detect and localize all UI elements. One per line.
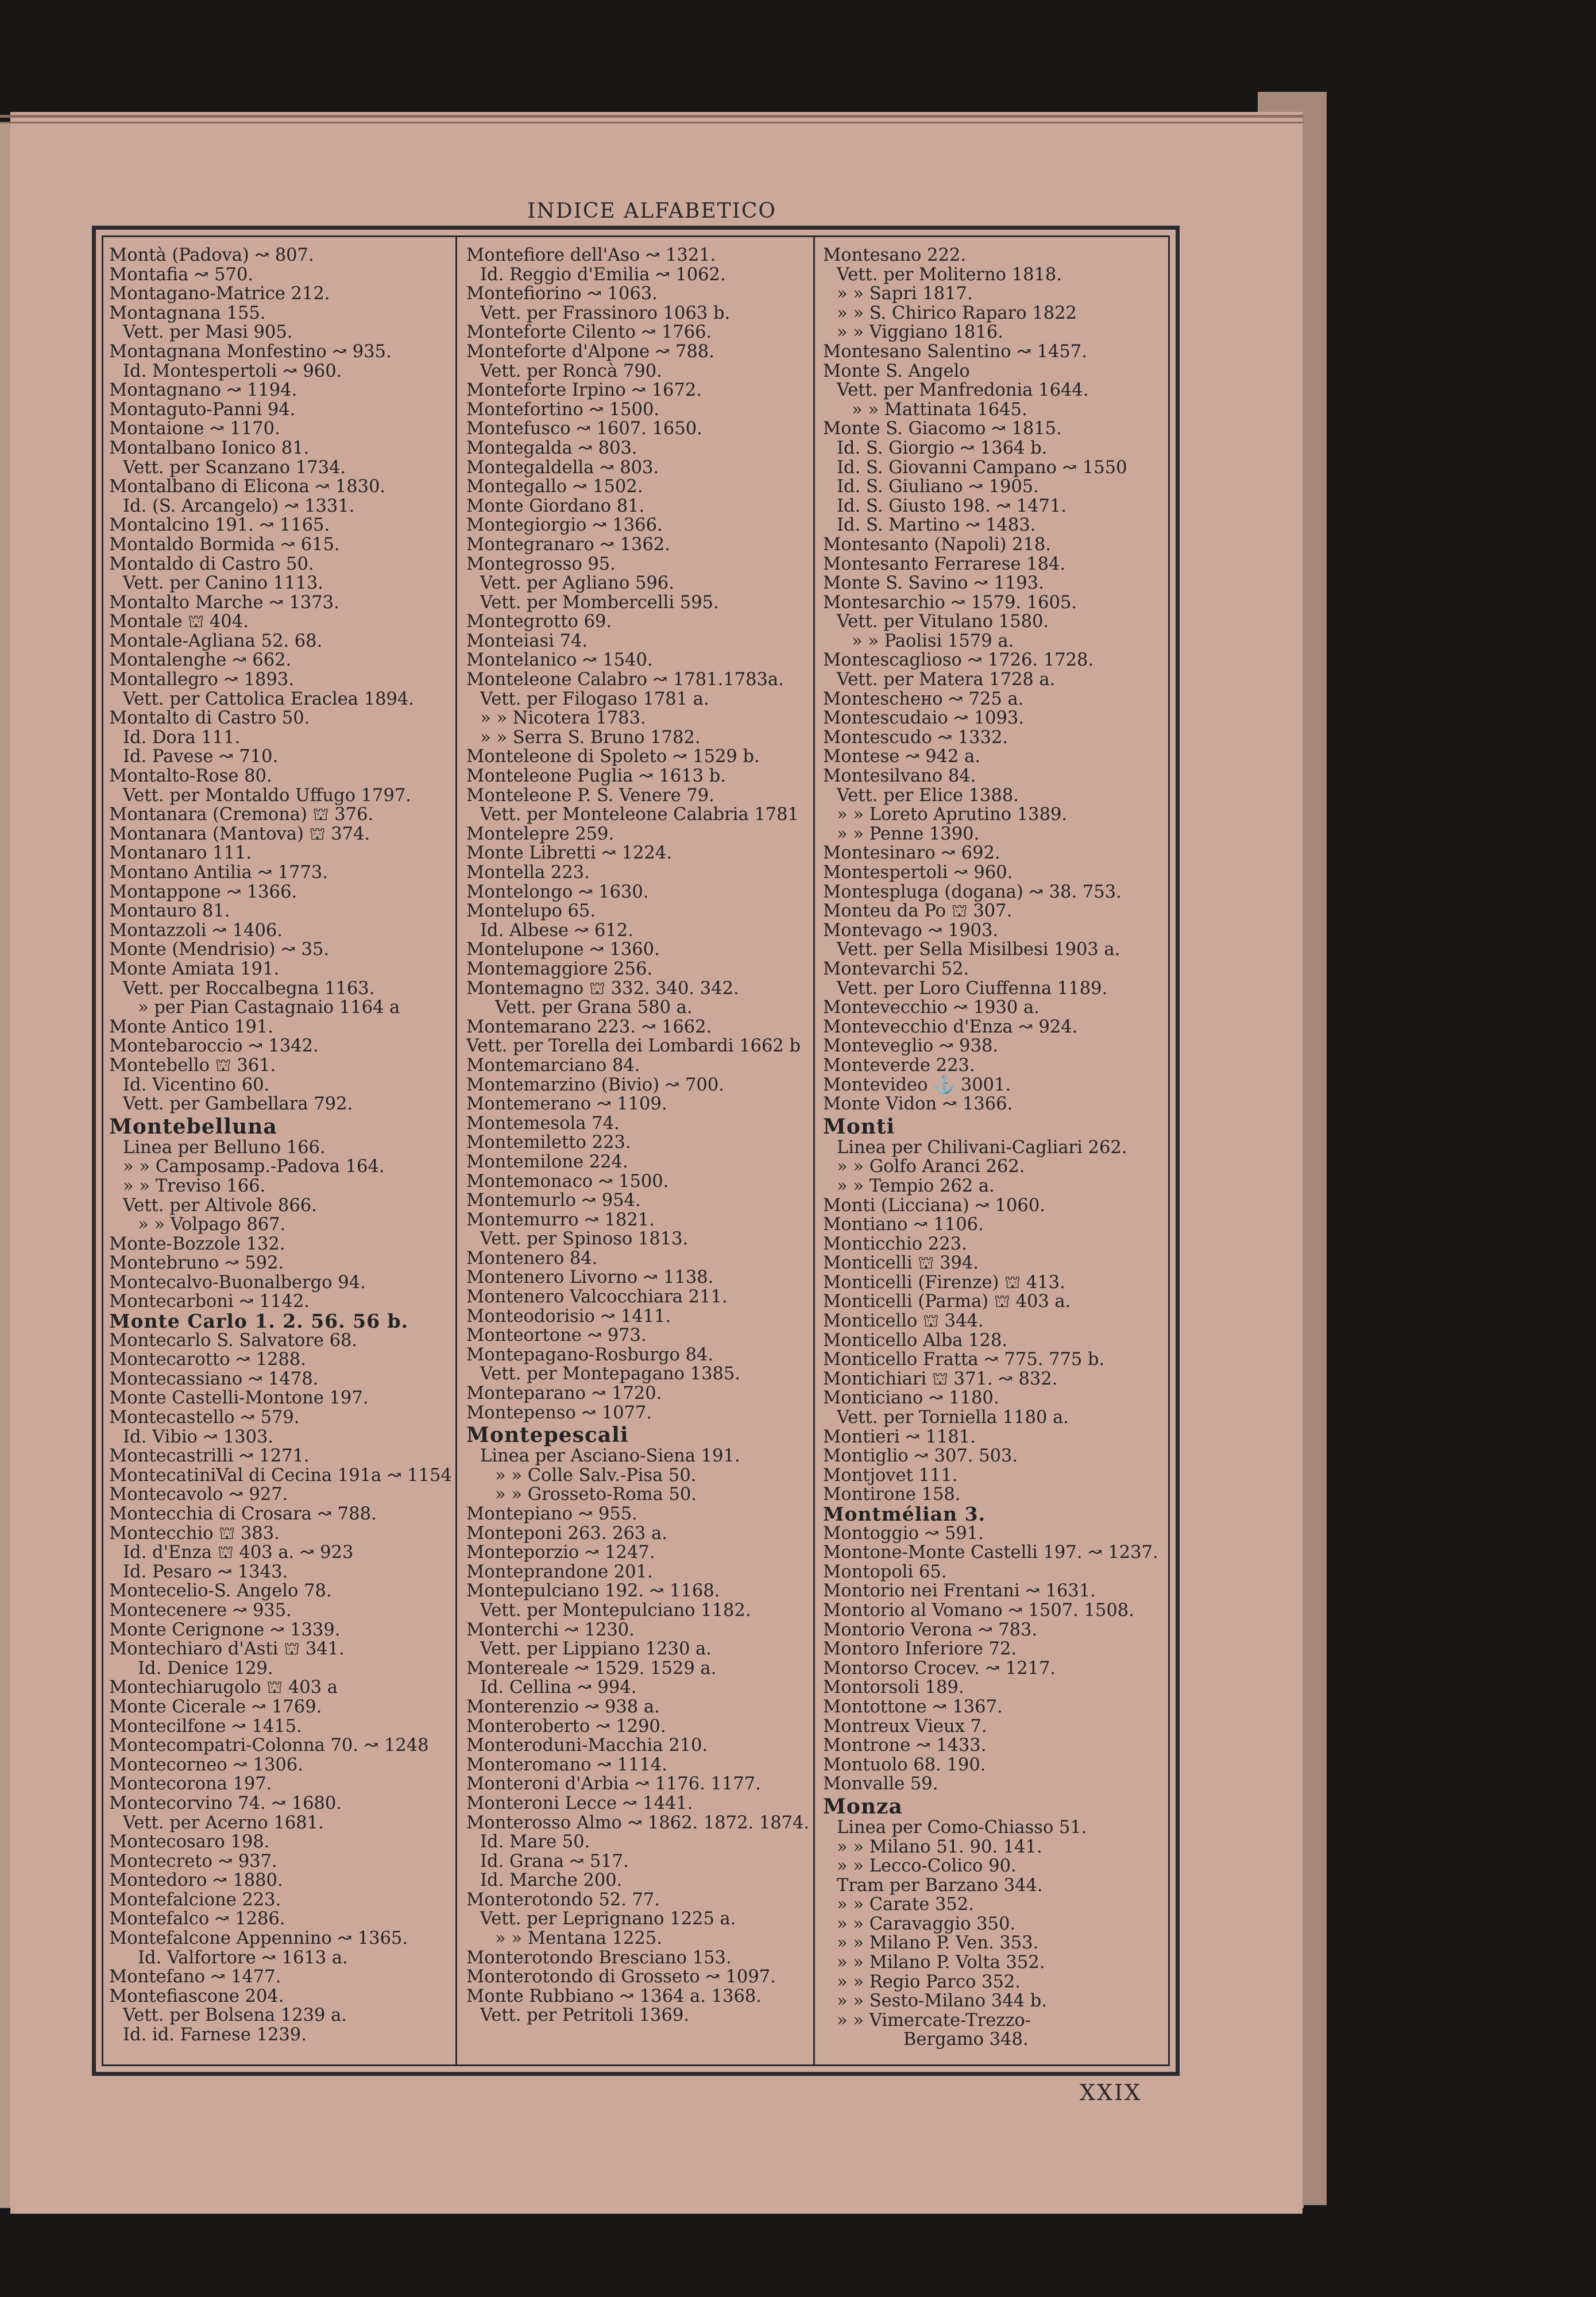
- index-entry: » » Treviso 166.: [123, 1175, 266, 1196]
- index-entry: Montemarano 223. ↝ 1662.: [466, 1016, 712, 1037]
- index-entry: Vett. per Canino 1113.: [123, 573, 323, 594]
- index-entry: Montemurlo ↝ 954.: [466, 1190, 641, 1211]
- index-entry: Montenero Valcocchiara 211.: [466, 1287, 728, 1308]
- index-entry: Id. Pesaro ↝ 1343.: [123, 1561, 288, 1582]
- index-entry: Montafia ↝ 570.: [109, 264, 254, 285]
- index-entry: Vett. per Scanzano 1734.: [123, 457, 346, 478]
- index-entry: » » Milano 51. 90. 141.: [837, 1836, 1042, 1857]
- index-entry: Linea per Asciano-Siena 191.: [480, 1446, 740, 1467]
- index-entry: Monte Castelli-Montone 197.: [109, 1388, 369, 1409]
- index-entry: Monteodorisio ↝ 1411.: [466, 1306, 671, 1327]
- index-entry: Monte Rubbiano ↝ 1364 a. 1368.: [466, 1986, 762, 2006]
- index-entry: » » Carate 352.: [837, 1894, 974, 1915]
- index-entry: Id. Cellina ↝ 994.: [480, 1677, 637, 1698]
- index-entry: Montepiano ↝ 955.: [466, 1504, 637, 1524]
- page-header: INDICE ALFABETICO: [527, 199, 776, 223]
- index-entry: Montaguto-Panni 94.: [109, 399, 296, 420]
- index-entry: Montecavolo ↝ 927.: [109, 1484, 288, 1505]
- index-entry: Monti (Licciana) ↝ 1060.: [823, 1195, 1045, 1216]
- index-entry: Montanaro 111.: [109, 843, 252, 864]
- index-heading: Montepescali: [466, 1423, 629, 1448]
- index-entry: Montazzoli ↝ 1406.: [109, 920, 283, 941]
- index-entry: Id. Marche 200.: [480, 1870, 623, 1891]
- index-entry: Monteortone ↝ 973.: [466, 1325, 647, 1346]
- index-entry: Id. S. Giorgio ↝ 1364 b.: [837, 438, 1048, 458]
- index-entry: Montenero Livorno ↝ 1138.: [466, 1267, 714, 1288]
- index-entry: Montegrosso 95.: [466, 554, 616, 574]
- index-entry: Montecalvo-Buonalbergo 94.: [109, 1272, 366, 1293]
- index-entry: Montecchio ⛫ 383.: [109, 1523, 280, 1544]
- index-entry: » » Nicotera 1783.: [480, 708, 646, 729]
- index-entry: Monteporzio ↝ 1247.: [466, 1542, 655, 1563]
- index-entry: Montevecchio d'Enza ↝ 924.: [823, 1016, 1078, 1037]
- index-entry: Monticello Fratta ↝ 775. 775 b.: [823, 1349, 1105, 1370]
- index-entry: Montevarchi 52.: [823, 958, 969, 979]
- index-entry: Monticelli (Parma) ⛫ 403 a.: [823, 1291, 1071, 1312]
- index-entry: Monteleone P. S. Venere 79.: [466, 785, 714, 806]
- index-entry: Montefiascone 204.: [109, 1986, 284, 2006]
- index-entry: Montespluga (dogana) ↝ 38. 753.: [823, 881, 1122, 902]
- index-entry: Montegrotto 69.: [466, 612, 612, 632]
- index-entry: Id. Dora 111.: [123, 727, 241, 748]
- index-entry: Id. Valfortore ↝ 1613 a.: [138, 1947, 348, 1968]
- index-entry: Montaldo di Castro 50.: [109, 554, 314, 574]
- page-number: XXIX: [1080, 2080, 1142, 2105]
- index-entry: Monteroni d'Arbia ↝ 1176. 1177.: [466, 1774, 761, 1795]
- index-entry: Montemonaco ↝ 1500.: [466, 1171, 669, 1192]
- index-entry: Id. d'Enza ⛫ 403 a. ↝ 923: [123, 1542, 354, 1563]
- index-entry: Montottone ↝ 1367.: [823, 1696, 1003, 1717]
- index-entry: » » Penne 1390.: [837, 823, 980, 844]
- index-entry: » » Serra S. Bruno 1782.: [480, 727, 701, 748]
- index-entry: Monte Antico 191.: [109, 1016, 273, 1037]
- index-entry: Montefiorino ↝ 1063.: [466, 284, 658, 304]
- index-entry: Montagnano ↝ 1194.: [109, 380, 297, 401]
- index-entry: Monteverde 223.: [823, 1055, 975, 1076]
- index-entry: » » Tempio 262 a.: [837, 1175, 995, 1196]
- index-entry: Monteprandone 201.: [466, 1561, 653, 1582]
- index-entry: Montenero 84.: [466, 1248, 598, 1269]
- index-entry: Monteu da Po ⛫ 307.: [823, 901, 1013, 922]
- index-entry: Id. S. Giovanni Campano ↝ 1550: [837, 457, 1127, 478]
- index-entry: Montepulciano 192. ↝ 1168.: [466, 1581, 720, 1602]
- index-entry: Monteromano ↝ 1114.: [466, 1754, 667, 1775]
- index-entry: Montelepre 259.: [466, 823, 615, 844]
- index-entry: » » Mattinata 1645.: [852, 399, 1027, 420]
- index-entry: Id. Grana ↝ 517.: [480, 1851, 629, 1871]
- index-entry: Montalto Marche ↝ 1373.: [109, 592, 339, 613]
- index-entry: Monteiasi 74.: [466, 631, 588, 651]
- index-heading: Montebelluna: [109, 1114, 277, 1139]
- index-entry: » » Lecco-Colico 90.: [837, 1856, 1017, 1877]
- index-entry: Monte S. Giacomo ↝ 1815.: [823, 419, 1062, 439]
- column-divider: [813, 237, 815, 2064]
- index-entry: Monteforte Irpino ↝ 1672.: [466, 380, 702, 401]
- index-entry: Montesilvano 84.: [823, 766, 976, 787]
- index-entry: Vett. per Leprignano 1225 a.: [480, 1909, 736, 1929]
- index-entry: Montedoro ↝ 1880.: [109, 1870, 283, 1891]
- index-entry: Id. (S. Arcangelo) ↝ 1331.: [123, 496, 355, 516]
- index-entry: Vett. per Montaldo Uffugo 1797.: [123, 785, 411, 806]
- index-entry: Id. S. Giuliano ↝ 1905.: [837, 477, 1039, 497]
- index-entry: Montesano Salentino ↝ 1457.: [823, 341, 1087, 362]
- index-entry: Monte Giordano 81.: [466, 496, 645, 516]
- index-entry: Id. Denice 129.: [138, 1658, 273, 1679]
- index-entry: Vett. per Elice 1388.: [837, 785, 1019, 806]
- index-entry: Montefalcone Appennino ↝ 1365.: [109, 1928, 408, 1949]
- index-entry: Monticelli ⛫ 394.: [823, 1253, 979, 1274]
- index-entry: Id. Pavese ↝ 710.: [123, 747, 279, 767]
- index-entry: Vett. per Sella Misilbesi 1903 a.: [837, 939, 1120, 960]
- index-entry: Montefusco ↝ 1607. 1650.: [466, 419, 702, 439]
- index-entry: Vett. per Monteleone Calabria 1781: [480, 805, 799, 825]
- index-entry: Montagano-Matrice 212.: [109, 284, 330, 304]
- index-entry: Montoro Inferiore 72.: [823, 1639, 1017, 1660]
- index-entry: Montecreto ↝ 937.: [109, 1851, 277, 1871]
- index-entry: Id. Vicentino 60.: [123, 1074, 270, 1095]
- index-entry: Monterosso Almo ↝ 1862. 1872. 1874.: [466, 1812, 810, 1833]
- index-entry: Montesano 222.: [823, 245, 966, 265]
- index-entry: » » Mentana 1225.: [495, 1928, 662, 1949]
- index-entry: Monteroni Lecce ↝ 1441.: [466, 1793, 693, 1813]
- index-entry: Monte Vidon ↝ 1366.: [823, 1094, 1013, 1115]
- index-entry: Monte S. Angelo: [823, 361, 970, 381]
- index-entry: Vett. per Bolsena 1239 a.: [123, 2005, 347, 2026]
- index-entry: Montescaglioso ↝ 1726. 1728.: [823, 650, 1094, 671]
- index-entry: Montauro 81.: [109, 901, 230, 922]
- index-entry: Monteleone Calabro ↝ 1781.1783a.: [466, 670, 784, 690]
- index-entry: Montorio al Vomano ↝ 1507. 1508.: [823, 1600, 1134, 1621]
- index-entry: Monteponi 263. 263 a.: [466, 1523, 667, 1544]
- index-entry: Montecarboni ↝ 1142.: [109, 1291, 310, 1312]
- index-entry: Montagnana 155.: [109, 303, 266, 323]
- index-entry: » » Golfo Aranci 262.: [837, 1157, 1025, 1177]
- index-entry: Monteparano ↝ 1720.: [466, 1383, 662, 1404]
- index-entry: Montà (Padova) ↝ 807.: [109, 245, 314, 265]
- index-entry: Monticiano ↝ 1180.: [823, 1388, 999, 1409]
- index-entry: » » S. Chirico Raparo 1822: [837, 303, 1077, 323]
- index-entry: Montese ↝ 942 a.: [823, 747, 980, 767]
- index-entry: Monteroduni-Macchia 210.: [466, 1735, 708, 1756]
- index-entry: Montecompatri-Colonna 70. ↝ 1248: [109, 1735, 429, 1756]
- index-column-2: [466, 245, 810, 2026]
- index-entry: Montevideo ⚓ 3001.: [823, 1074, 1011, 1095]
- index-entry: Vett. per Frassinoro 1063 b.: [480, 303, 731, 323]
- index-entry: Vett. per Torniella 1180 a.: [837, 1407, 1069, 1428]
- index-entry: Vett. per Torella dei Lombardi 1662 b: [466, 1036, 801, 1057]
- index-entry: Montiano ↝ 1106.: [823, 1215, 984, 1235]
- index-entry: » » Loreto Aprutino 1389.: [837, 805, 1068, 825]
- index-entry: Montuolo 68. 190.: [823, 1754, 986, 1775]
- index-entry: Montevecchio ↝ 1930 a.: [823, 997, 1039, 1018]
- index-entry: Monterotondo Bresciano 153.: [466, 1947, 732, 1968]
- index-entry: Vett. per Lippiano 1230 a.: [480, 1639, 712, 1660]
- index-entry: Montemurro ↝ 1821.: [466, 1209, 655, 1230]
- index-entry: Montegranaro ↝ 1362.: [466, 534, 670, 555]
- index-heading: Montmélian 3.: [823, 1503, 986, 1525]
- index-entry: Montechiarugolo ⛫ 403 a: [109, 1677, 338, 1698]
- index-entry: Montanara (Cremona) ⛫ 376.: [109, 805, 374, 825]
- index-entry: Monticchio 223.: [823, 1233, 967, 1254]
- index-entry: Vett. per Roccalbegna 1163.: [123, 978, 375, 999]
- index-entry: Montelongo ↝ 1630.: [466, 881, 649, 902]
- page-edge-line: [0, 115, 1304, 118]
- index-entry: » » Viggiano 1816.: [837, 322, 1003, 343]
- index-entry: » » Sesto-Milano 344 b.: [837, 1991, 1047, 2012]
- index-entry: Vett. per Mombercelli 595.: [480, 592, 719, 613]
- index-column-1: [109, 245, 452, 2045]
- index-entry: Vett. per Manfredonia 1644.: [837, 380, 1089, 401]
- index-entry: Montesinaro ↝ 692.: [823, 843, 1000, 864]
- index-entry: Id. Mare 50.: [480, 1832, 590, 1853]
- index-entry: Montano Antilia ↝ 1773.: [109, 863, 329, 883]
- index-entry: Monte Cerignone ↝ 1339.: [109, 1619, 341, 1640]
- index-entry: Monvalle 59.: [823, 1774, 938, 1795]
- index-entry: » » Milano P. Volta 352.: [837, 1952, 1045, 1973]
- index-entry: Montemaggiore 256.: [466, 958, 653, 979]
- index-entry: Montalto di Castro 50.: [109, 708, 310, 729]
- index-entry: Montecchia di Crosara ↝ 788.: [109, 1504, 377, 1524]
- index-entry: Montespertoli ↝ 960.: [823, 863, 1013, 883]
- index-entry: Montjovet 111.: [823, 1465, 958, 1486]
- index-entry: Id. id. Farnese 1239.: [123, 2025, 307, 2045]
- index-entry: » » Caravaggio 350.: [837, 1913, 1016, 1934]
- index-entry: Monterchi ↝ 1230.: [466, 1619, 635, 1640]
- index-entry: Montefortino ↝ 1500.: [466, 399, 660, 420]
- index-entry: Vett. per Gambellara 792.: [123, 1094, 353, 1115]
- index-entry: Vett. per Masi 905.: [123, 322, 293, 343]
- index-entry: Montemilone 224.: [466, 1151, 628, 1172]
- index-entry: Monterotondo 52. 77.: [466, 1889, 660, 1910]
- index-entry: Montoggio ↝ 591.: [823, 1523, 984, 1544]
- index-entry: Vett. per Matera 1728 a.: [837, 670, 1056, 690]
- index-entry: » » Camposamp.-Padova 164.: [123, 1157, 385, 1177]
- index-entry: Vett. per Cattolica Eraclea 1894.: [123, 689, 415, 709]
- index-column-3: [823, 245, 1158, 2050]
- index-entry: » » Vimercate-Trezzo-: [837, 2010, 1031, 2031]
- index-entry: Vett. per Moliterno 1818.: [837, 264, 1062, 285]
- index-entry: Vett. per Grana 580 a.: [495, 997, 693, 1018]
- page-edge-line: [0, 122, 1304, 123]
- index-entry: Montorso Crocev. ↝ 1217.: [823, 1658, 1056, 1679]
- index-entry: Montecenere ↝ 935.: [109, 1600, 292, 1621]
- index-entry: Montegaldella ↝ 803.: [466, 457, 659, 478]
- index-entry: Tram per Barzano 344.: [837, 1875, 1043, 1896]
- index-entry: Montale ⛫ 404.: [109, 612, 249, 632]
- index-entry: Vett. per Vitulano 1580.: [837, 612, 1049, 632]
- index-entry: Montesanto Ferrarese 184.: [823, 554, 1066, 574]
- index-entry: Montereale ↝ 1529. 1529 a.: [466, 1658, 717, 1679]
- index-entry: Vett. per Filogaso 1781 a.: [480, 689, 709, 709]
- index-entry: » » Paolisi 1579 a.: [852, 631, 1014, 651]
- index-entry: Montecosaro 198.: [109, 1832, 270, 1853]
- index-entry: Montirone 158.: [823, 1484, 961, 1505]
- index-entry: Montesarchio ↝ 1579. 1605.: [823, 592, 1077, 613]
- index-entry: Monteschено ↝ 725 a.: [823, 689, 1024, 709]
- index-entry: Montreux Vieux 7.: [823, 1716, 987, 1737]
- index-entry: Monte-Bozzole 132.: [109, 1233, 285, 1254]
- index-entry: Monterenzio ↝ 938 a.: [466, 1696, 660, 1717]
- index-entry: Id. S. Giusto 198. ↝ 1471.: [837, 496, 1067, 516]
- index-entry: Montecelio-S. Angelo 78.: [109, 1581, 332, 1602]
- index-entry: Monticelli (Firenze) ⛫ 413.: [823, 1272, 1065, 1293]
- index-entry: Montecastrilli ↝ 1271.: [109, 1446, 310, 1467]
- index-entry: MontecatiniVal di Cecina 191a ↝ 1154: [109, 1465, 452, 1486]
- index-entry: Montone-Monte Castelli 197. ↝ 1237.: [823, 1542, 1158, 1563]
- index-entry: Montebello ⛫ 361.: [109, 1055, 276, 1076]
- index-entry: Vett. per Spinoso 1813.: [480, 1229, 689, 1250]
- index-entry: Monte (Mendrisio) ↝ 35.: [109, 939, 330, 960]
- index-entry: Id. S. Martino ↝ 1483.: [837, 515, 1036, 536]
- index-entry: Montecilfone ↝ 1415.: [109, 1716, 302, 1737]
- index-entry: Montecassiano ↝ 1478.: [109, 1368, 319, 1389]
- index-entry: Monticello Alba 128.: [823, 1330, 1008, 1351]
- index-entry: Monticello ⛫ 344.: [823, 1311, 984, 1332]
- index-entry: Montieri ↝ 1181.: [823, 1426, 976, 1447]
- index-entry: » » Sapri 1817.: [837, 284, 973, 304]
- index-entry: Montemarciano 84.: [466, 1055, 640, 1076]
- index-entry: Montorio nei Frentani ↝ 1631.: [823, 1581, 1096, 1602]
- index-entry: Montecarlo S. Salvatore 68.: [109, 1330, 358, 1351]
- index-entry: Linea per Como-Chiasso 51.: [837, 1817, 1087, 1838]
- index-entry: Monte Amiata 191.: [109, 958, 280, 979]
- index-entry: Montichiari ⛫ 371. ↝ 832.: [823, 1368, 1058, 1389]
- index-entry: » » Regio Parco 352.: [837, 1971, 1021, 1992]
- index-entry: Montefiore dell'Aso ↝ 1321.: [466, 245, 716, 265]
- index-entry: Montesanto (Napoli) 218.: [823, 534, 1052, 555]
- index-entry: Montella 223.: [466, 863, 590, 883]
- index-entry: Monteforte d'Alpone ↝ 788.: [466, 341, 714, 362]
- column-divider: [455, 237, 457, 2064]
- index-entry: Vett. per Montepulciano 1182.: [480, 1600, 751, 1621]
- index-entry: Montescudaio ↝ 1093.: [823, 708, 1025, 729]
- index-entry: Monteroberto ↝ 1290.: [466, 1716, 666, 1737]
- index-entry: Montecastello ↝ 579.: [109, 1407, 300, 1428]
- index-entry: » » Milano P. Ven. 353.: [837, 1933, 1039, 1954]
- index-entry: Montalto-Rose 80.: [109, 766, 272, 787]
- index-entry: Monteleone di Spoleto ↝ 1529 b.: [466, 747, 760, 767]
- index-entry: Monteforte Cilento ↝ 1766.: [466, 322, 712, 343]
- index-heading: Monti: [823, 1114, 895, 1139]
- index-entry: Montorio Verona ↝ 783.: [823, 1619, 1038, 1640]
- index-entry: Montepagano-Rosburgo 84.: [466, 1344, 714, 1365]
- index-entry: Montemarzino (Bivio) ↝ 700.: [466, 1074, 724, 1095]
- index-entry: Montemerano ↝ 1109.: [466, 1094, 667, 1115]
- index-entry: Montecorvino 74. ↝ 1680.: [109, 1793, 342, 1813]
- index-entry: Monte S. Savino ↝ 1193.: [823, 573, 1044, 594]
- index-entry: Montemesola 74.: [466, 1113, 620, 1134]
- index-entry: Montebruno ↝ 592.: [109, 1253, 284, 1274]
- index-entry: Montelanico ↝ 1540.: [466, 650, 653, 671]
- index-entry: Monterotondo di Grosseto ↝ 1097.: [466, 1967, 776, 1987]
- index-entry: Montefalcione 223.: [109, 1889, 281, 1910]
- index-entry: Montegiorgio ↝ 1366.: [466, 515, 663, 536]
- index-entry: » » Grosseto-Roma 50.: [495, 1484, 697, 1505]
- index-entry: Vett. per Loro Ciuffenna 1189.: [837, 978, 1108, 999]
- index-entry: Montiglio ↝ 307. 503.: [823, 1446, 1018, 1467]
- index-entry: Linea per Belluno 166.: [123, 1137, 326, 1158]
- index-entry: Montemiletto 223.: [466, 1132, 631, 1153]
- index-entry: Montagnana Monfestino ↝ 935.: [109, 341, 392, 362]
- index-entry: Montrone ↝ 1433.: [823, 1735, 987, 1756]
- index-entry: » » Volpago 867.: [138, 1215, 286, 1235]
- index-entry: Montegallo ↝ 1502.: [466, 477, 643, 497]
- index-entry: Id. Montespertoli ↝ 960.: [123, 361, 342, 381]
- index-heading: Monza: [823, 1794, 903, 1819]
- index-entry: Montefalco ↝ 1286.: [109, 1909, 285, 1929]
- index-entry: Montefano ↝ 1477.: [109, 1967, 281, 1987]
- index-entry: Bergamo 348.: [903, 2029, 1029, 2050]
- index-entry: Monteleone Puglia ↝ 1613 b.: [466, 766, 726, 787]
- index-entry: Vett. per Montepagano 1385.: [480, 1364, 741, 1385]
- index-entry: Montelupo 65.: [466, 901, 596, 922]
- index-entry: Montelupone ↝ 1360.: [466, 939, 660, 960]
- index-entry: Montale-Agliana 52. 68.: [109, 631, 323, 651]
- index-entry: Montaione ↝ 1170.: [109, 419, 280, 439]
- index-entry: Vett. per Acerno 1681.: [123, 1812, 324, 1833]
- index-entry: Monte Cicerale ↝ 1769.: [109, 1696, 322, 1717]
- index-entry: Montemagno ⛫ 332. 340. 342.: [466, 978, 739, 999]
- index-entry: Vett. per Agliano 596.: [480, 573, 674, 594]
- index-entry: Montebaroccio ↝ 1342.: [109, 1036, 319, 1057]
- index-entry: Montaldo Bormida ↝ 615.: [109, 534, 340, 555]
- index-entry: Monteveglio ↝ 938.: [823, 1036, 999, 1057]
- index-entry: Montegalda ↝ 803.: [466, 438, 637, 458]
- index-entry: Montanara (Mantova) ⛫ 374.: [109, 823, 370, 844]
- index-entry: Linea per Chilivani-Cagliari 262.: [837, 1137, 1127, 1158]
- index-entry: Montopoli 65.: [823, 1561, 947, 1582]
- index-entry: Montalbano di Elicona ↝ 1830.: [109, 477, 386, 497]
- index-entry: Montepenso ↝ 1077.: [466, 1402, 652, 1423]
- index-entry: Montecorona 197.: [109, 1774, 272, 1795]
- index-entry: Monte Libretti ↝ 1224.: [466, 843, 672, 864]
- index-entry: Montevago ↝ 1903.: [823, 920, 999, 941]
- index-entry: Id. Reggio d'Emilia ↝ 1062.: [480, 264, 726, 285]
- index-entry: Id. Albese ↝ 612.: [480, 920, 633, 941]
- index-entry: Montalcino 191. ↝ 1165.: [109, 515, 330, 536]
- index-entry: » » Colle Salv.-Pisa 50.: [495, 1465, 697, 1486]
- index-entry: Montallegro ↝ 1893.: [109, 670, 294, 690]
- index-entry: » per Pian Castagnaio 1164 a: [138, 997, 400, 1018]
- index-entry: Montecarotto ↝ 1288.: [109, 1349, 306, 1370]
- index-entry: Montorsoli 189.: [823, 1677, 964, 1698]
- index-entry: Montechiaro d'Asti ⛫ 341.: [109, 1639, 345, 1660]
- index-entry: Montalenghe ↝ 662.: [109, 650, 292, 671]
- index-entry: Montalbano Ionico 81.: [109, 438, 310, 458]
- index-entry: Montecorneo ↝ 1306.: [109, 1754, 303, 1775]
- index-entry: Montappone ↝ 1366.: [109, 881, 297, 902]
- index-entry: Vett. per Altivole 866.: [123, 1195, 317, 1216]
- index-entry: Vett. per Roncà 790.: [480, 361, 662, 381]
- index-entry: Vett. per Petritoli 1369.: [480, 2005, 689, 2026]
- index-entry: Montescudo ↝ 1332.: [823, 727, 1008, 748]
- index-entry: Id. Vibio ↝ 1303.: [123, 1426, 274, 1447]
- index-heading: Monte Carlo 1. 2. 56. 56 b.: [109, 1310, 409, 1333]
